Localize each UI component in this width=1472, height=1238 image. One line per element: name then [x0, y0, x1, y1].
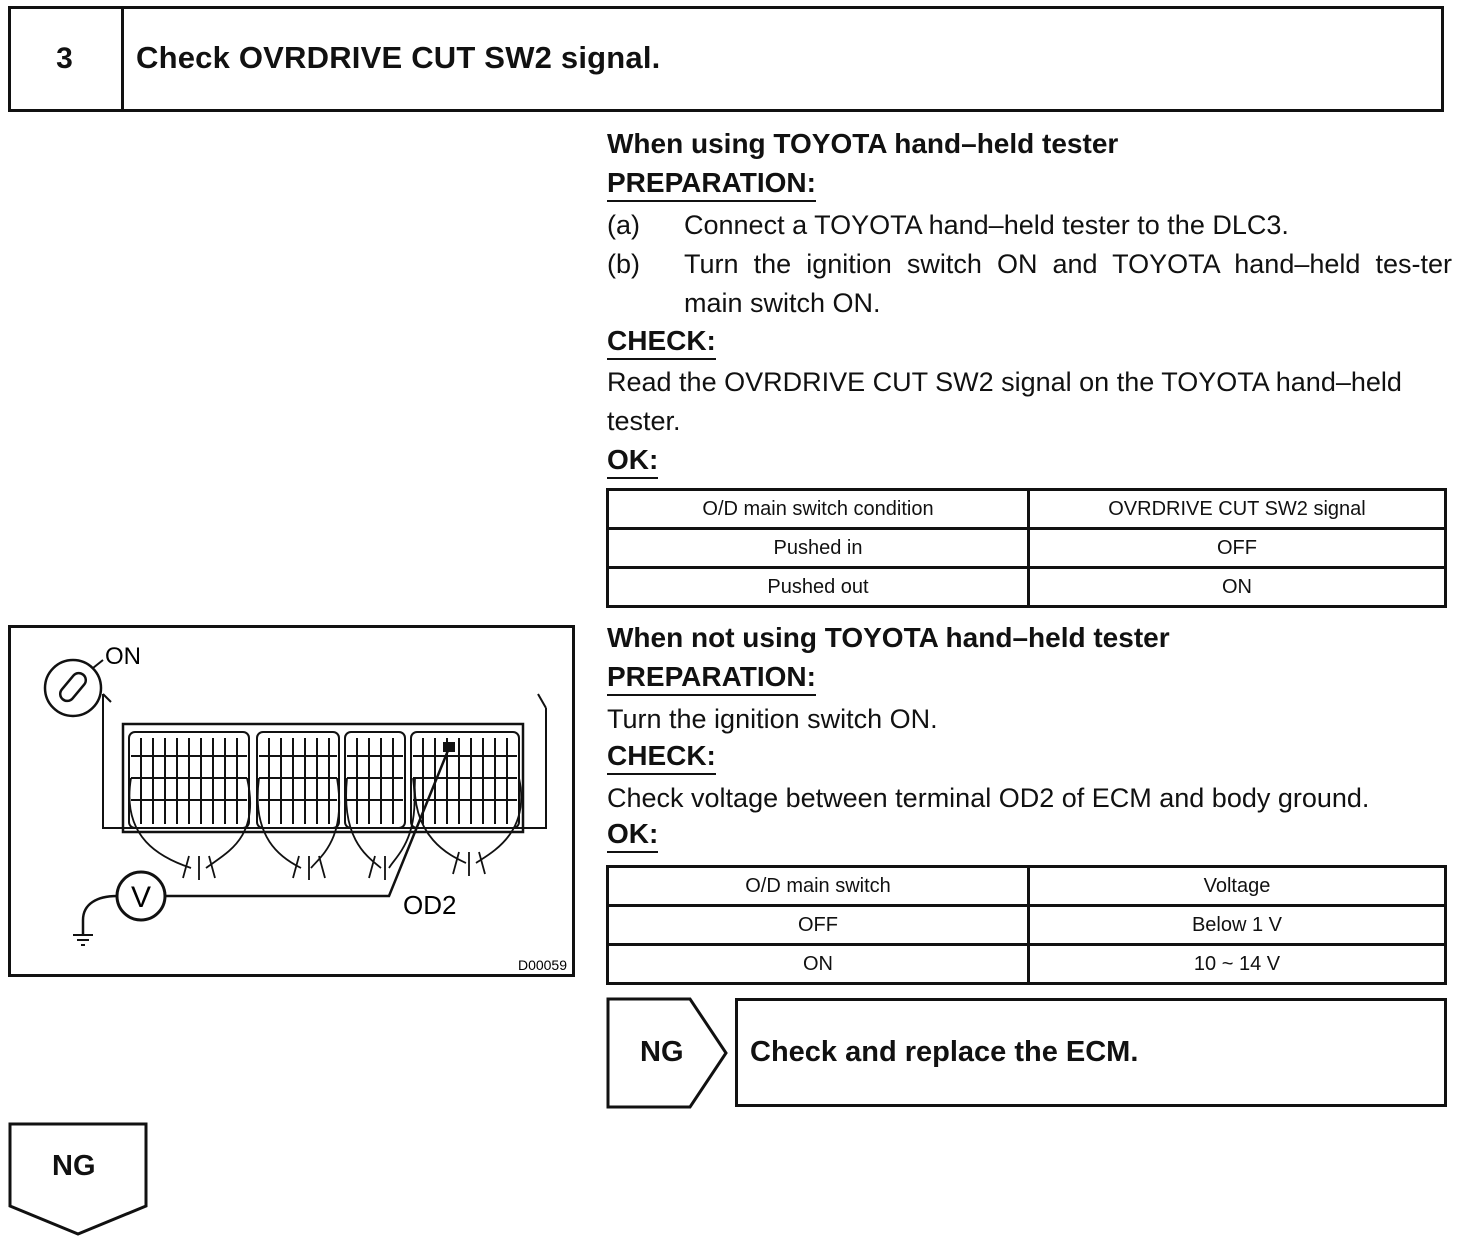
tester-preparation-label-wrap: [607, 167, 1452, 202]
table-row: [608, 529, 1446, 568]
tester-ok-label-wrap: [607, 444, 1452, 479]
tester-check-label: CHECK:: [607, 325, 716, 360]
ground-wire: [83, 896, 117, 934]
ng-next-label: NG: [52, 1150, 96, 1182]
no-tester-check-label: CHECK:: [607, 740, 716, 775]
table-header-cell: OVRDRIVE CUT SW2 signal: [1029, 490, 1446, 529]
table-cell: OFF: [608, 906, 1029, 945]
step-number: 3: [8, 6, 124, 112]
table-cell: 10 ~ 14 V: [1029, 945, 1446, 984]
tester-heading: When using TOYOTA hand–held tester: [607, 128, 1119, 159]
od2-terminal-label: OD2: [403, 890, 457, 920]
connector-blocks: [129, 732, 519, 828]
ignition-switch-icon: [45, 660, 101, 716]
table-row: [608, 906, 1446, 945]
tester-step-b: [607, 245, 1452, 323]
step-title: Check OVRDRIVE CUT SW2 signal.: [136, 40, 661, 75]
od2-terminal-marker: [443, 742, 455, 752]
no-tester-preparation-label-wrap: [607, 661, 1452, 696]
tester-step-a: [607, 206, 1452, 245]
tester-ok-table: [606, 488, 1447, 608]
ignition-on-label: ON: [105, 643, 141, 670]
table-cell: Pushed out: [608, 568, 1029, 607]
ng-action-text: Check and replace the ECM.: [750, 1036, 1139, 1068]
no-tester-preparation-text: Turn the ignition switch ON.: [607, 704, 938, 734]
no-tester-ok-label: OK:: [607, 818, 658, 853]
voltmeter-symbol: V: [130, 881, 152, 914]
table-cell: ON: [608, 945, 1029, 984]
no-tester-heading: When not using TOYOTA hand–held tester: [607, 622, 1170, 653]
table-row: [608, 945, 1446, 984]
table-header-cell: O/D main switch: [608, 867, 1029, 906]
ecm-diagram-svg: [11, 628, 578, 980]
ng-label: NG: [640, 1036, 684, 1068]
step-letter: (b): [607, 249, 640, 279]
figure-code: D00059: [517, 957, 567, 973]
table-row: [608, 568, 1446, 607]
table-header-cell: O/D main switch condition: [608, 490, 1029, 529]
table-header-row: [608, 867, 1446, 906]
table-header-cell: Voltage: [1029, 867, 1446, 906]
table-header-row: [608, 490, 1446, 529]
step-text: Connect a TOYOTA hand–held tester to the DLC3.: [684, 210, 1289, 240]
tester-preparation-label: PREPARATION:: [607, 167, 816, 202]
no-tester-preparation-label: PREPARATION:: [607, 661, 816, 696]
table-cell: ON: [1029, 568, 1446, 607]
no-tester-ok-label-wrap: [607, 818, 1452, 853]
table-cell: Pushed in: [608, 529, 1029, 568]
tester-check-label-wrap: [607, 325, 1452, 360]
tester-ok-label: OK:: [607, 444, 658, 479]
ecm-housing: [103, 694, 546, 828]
ground-icon: [73, 935, 93, 945]
no-tester-ok-table: [606, 865, 1447, 985]
step-letter: (a): [607, 210, 640, 240]
table-cell: Below 1 V: [1029, 906, 1446, 945]
step-text: Turn the ignition switch ON and TOYOTA hand–held tes-ter main switch ON.: [684, 249, 1452, 318]
no-tester-check-text: Check voltage between terminal OD2 of ECM and body ground.: [607, 783, 1370, 813]
tester-check-text: Read the OVRDRIVE CUT SW2 signal on the TOYOTA hand–held tester.: [607, 367, 1402, 436]
no-tester-check-label-wrap: [607, 740, 1452, 775]
table-cell: OFF: [1029, 529, 1446, 568]
ecm-connector-figure: [8, 625, 575, 977]
